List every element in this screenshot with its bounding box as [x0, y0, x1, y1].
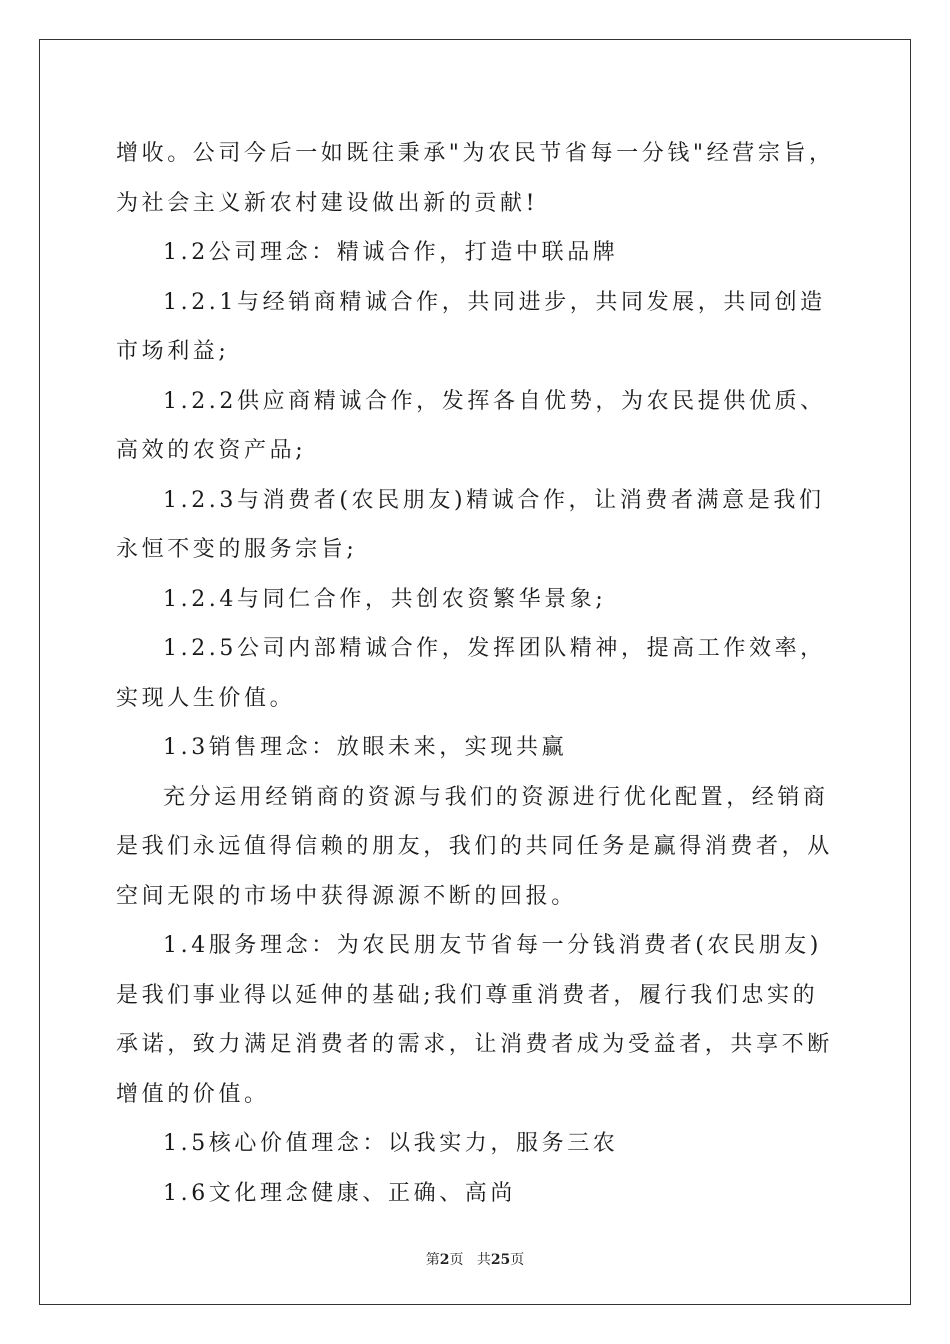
footer-page-number: 2 [439, 1252, 450, 1268]
paragraph-1-2-4: 1.2.4与同仁合作，共创农资繁华景象; [163, 586, 607, 612]
paragraph-1-2-1: 1.2.1与经销商精诚合作，共同进步，共同发展，共同创造市场利益; [116, 289, 826, 364]
paragraph-sales-body: 充分运用经销商的资源与我们的资源进行优化配置，经销商是我们永远值得信赖的朋友，我们的共同任务是赢得消费者，从空间无限的市场中获得源源不断的回报。 [116, 784, 833, 909]
paragraph-heading-1-3: 1.3销售理念：放眼未来，实现共赢 [163, 735, 568, 760]
page-footer [0, 1249, 950, 1269]
footer-page-unit: 页 [449, 1252, 464, 1268]
footer-total-pages: 25 [490, 1252, 511, 1268]
footer-total-prefix: 共 [476, 1252, 491, 1268]
footer-prefix: 第 [425, 1252, 440, 1268]
paragraph-1-2-5: 1.2.5公司内部精诚合作，发挥团队精神，提高工作效率，实现人生价值。 [116, 636, 826, 711]
paragraph-continuation: 增收。公司今后一如既往秉承"为农民节省每一分钱"经营宗旨，为社会主义新农村建设做出新的贡献! [116, 141, 835, 216]
paragraph-heading-1-6: 1.6文化理念健康、正确、高尚 [163, 1180, 516, 1206]
paragraph-1-4: 1.4服务理念：为农民朋友节省每一分钱消费者(农民朋友)是我们事业得以延伸的基础;我们尊重消费者，履行我们忠实的承诺，致力满足消费者的需求，让消费者成为受益者，共享不断增值的价值。 [116, 933, 833, 1107]
paragraph-1-2-2: 1.2.2供应商精诚合作，发挥各自优势，为农民提供优质、高效的农资产品; [116, 388, 826, 463]
footer-total-unit: 页 [510, 1252, 525, 1268]
paragraph-1-2-3: 1.2.3与消费者(农民朋友)精诚合作，让消费者满意是我们永恒不变的服务宗旨; [116, 487, 825, 562]
document-body [116, 129, 836, 1218]
paragraph-heading-1-2: 1.2公司理念：精诚合作，打造中联品牌 [163, 240, 619, 265]
paragraph-heading-1-5: 1.5核心价值理念：以我实力，服务三农 [163, 1131, 619, 1156]
